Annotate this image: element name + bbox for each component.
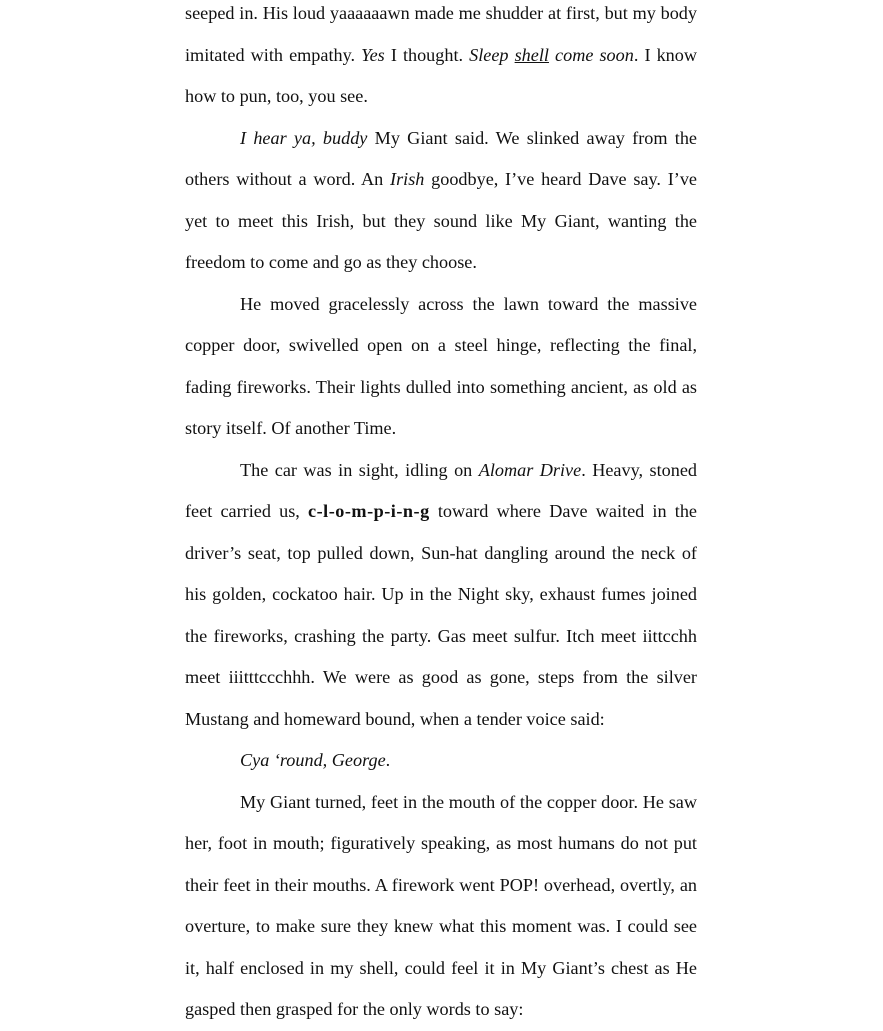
italic-alomar-drive: Alomar Drive — [478, 459, 582, 480]
manuscript-page — [185, 0, 697, 1031]
text-run: toward where Dave waited in the driver’s seat, top pulled down, Sun-hat dangling around the neck of his golden, cockatoo hair. Up in the Night sky, exhaust fumes joined the fireworks, crashing the party. Gas meet sulfur. Itch meet iittcchh meet iiitttccchhh. We were as good as gone, steps from the silver Mustang and homeward bound, when a tender voice said: — [185, 501, 697, 729]
text-run: . I know how to pun, too, you see. — [185, 44, 697, 106]
text-run: I thought. — [384, 44, 470, 65]
bold-clomping: c-l-o-m-p-i-n-g — [308, 501, 430, 521]
text-run: . Heavy, stoned feet carried us, — [185, 459, 697, 521]
text-run: The car was in sight, idling on — [240, 459, 479, 480]
paragraph-yawn — [185, 0, 697, 118]
text-run: . — [385, 750, 391, 770]
text-run: seeped in. His loud yaaaaaawn made me shudder at first, but my body imitated with empathy. — [185, 3, 697, 65]
paragraph-irish-goodbye — [185, 118, 697, 284]
text-run: goodbye, I’ve heard Dave say. I’ve yet to meet this Irish, but they sound like My Giant, wanting the freedom to come and go as they choose. — [185, 169, 697, 272]
italic-i-hear-ya-buddy: I hear ya, buddy — [240, 127, 368, 148]
paragraph-car-in-sight — [185, 450, 697, 741]
paragraph-giant-turned: My Giant turned, feet in the mouth of the copper door. He saw her, foot in mouth; figuratively speaking, as most humans do not put their feet in their mouths. A firework went POP! overhead, overtly, an overture, to make sure they knew what this moment was. I could see it, half enclosed in my shell, could feel it in My Giant’s chest as He gasped then grasped for the only words to say: — [185, 791, 697, 1019]
paragraph-copper-door: He moved gracelessly across the lawn toward the massive copper door, swivelled open on a steel hinge, reflecting the final, fading fireworks. Their lights dulled into something ancient, as old as story itself. Of another Time. — [185, 293, 697, 438]
italic-yes: Yes — [361, 44, 385, 65]
italic-come-soon: come soon — [548, 44, 634, 65]
italic-sleep: Sleep — [469, 44, 515, 65]
underlined-shell: shell — [514, 44, 549, 65]
italic-cya-round-george: Cya ‘round, George — [240, 750, 386, 770]
italic-sleep-shell-come-soon — [469, 45, 634, 65]
text-run: My Giant said. We slinked away from the others without a word. An — [185, 127, 697, 189]
paragraph-cya-round — [185, 740, 697, 782]
italic-irish: Irish — [390, 169, 425, 189]
